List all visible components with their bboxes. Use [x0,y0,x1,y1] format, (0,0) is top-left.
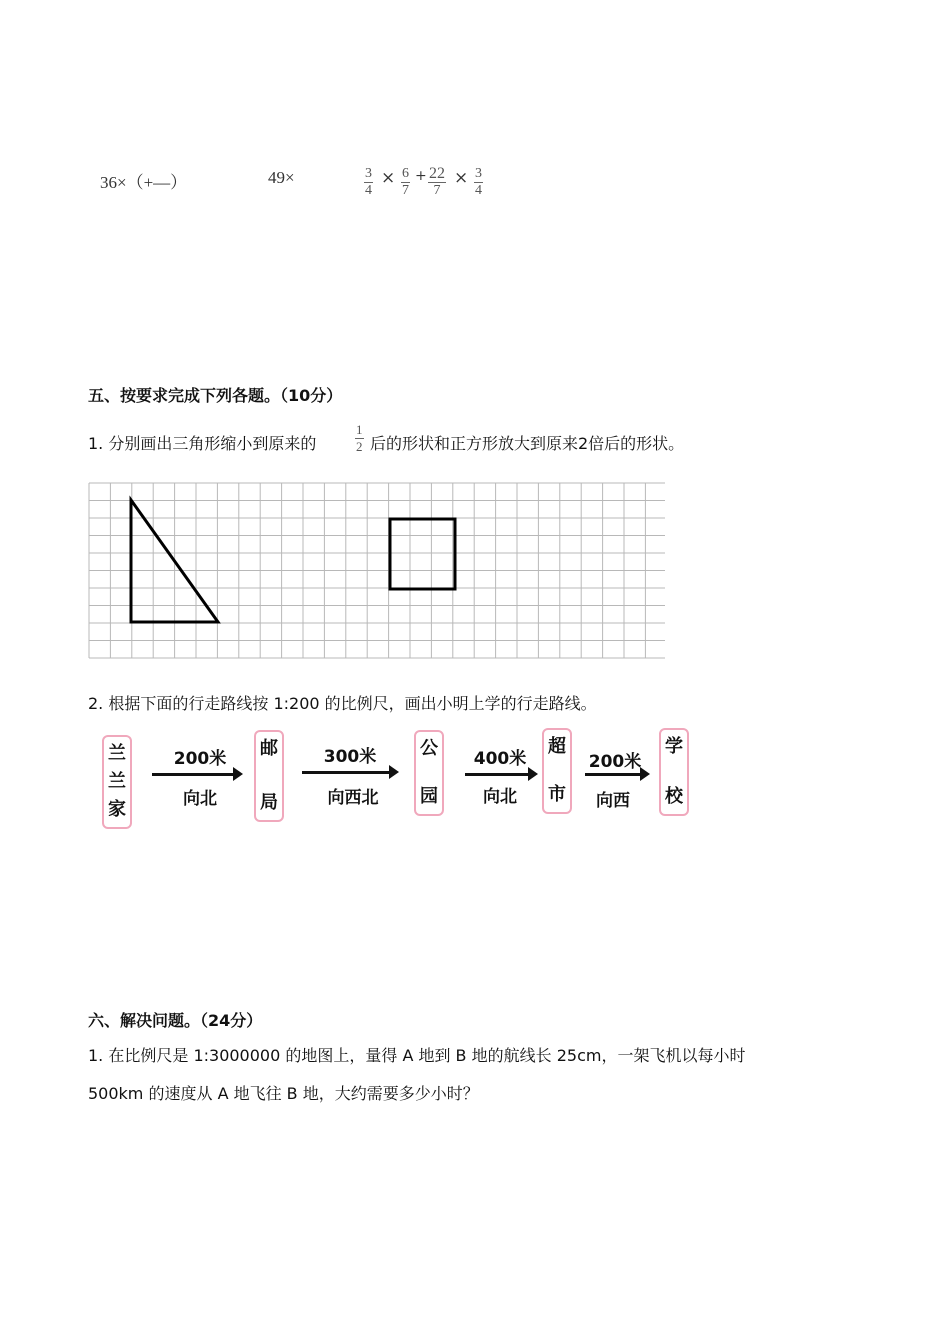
question-5-1-prefix: 1. 分别画出三角形缩小到原来的 [88,434,317,453]
calc-expression-1: 36×（+—） [100,173,188,192]
leg-2-distance: 300米 [323,747,377,767]
leg-4-distance: 200米 [588,752,642,772]
fraction-three-quarters: $\frac{3}{4}$ [475,166,482,198]
calc-expression-2: 49× [268,168,295,187]
times-operator: × [454,168,469,188]
fraction-twentytwo-sevenths: $\frac{22}{7}$ [429,165,445,198]
question-5-1-suffix: 后的形状和正方形放大到原来2倍后的形状。 [370,434,685,453]
fraction-three-quarters: $\frac{3}{4}$ [365,166,372,198]
drawing-grid [88,482,668,662]
fraction-six-sevenths: $\frac{6}{7}$ [402,166,409,198]
section-5-title: 五、按要求完成下列各题。（10分） [88,386,343,405]
leg-1-distance: 200米 [173,749,227,769]
arrow-right-icon [302,771,396,774]
fraction-one-half: $\frac{1}{2}$ [356,422,363,454]
arrow-right-icon [585,773,647,776]
arrow-right-icon [152,773,240,776]
leg-4-direction: 向西 [596,791,630,811]
question-6-1-line-1: 1. 在比例尺是 1:3000000 的地图上，量得 A 地到 B 地的航线长 25cm，一架飞机以每小时 [88,1046,746,1065]
leg-1-direction: 向北 [183,789,217,809]
place-post-office: 邮 局 [254,730,284,822]
place-park: 公 园 [414,730,444,816]
times-operator: × [381,168,396,188]
question-5-1 [88,431,316,454]
question-5-2: 2. 根据下面的行走路线按 1:200 的比例尺，画出小明上学的行走路线。 [88,694,597,713]
question-6-1-line-2: 500km 的速度从 A 地飞往 B 地，大约需要多少小时？ [88,1084,479,1103]
place-school: 学 校 [659,728,689,816]
plus-operator: + [415,168,427,184]
leg-3-direction: 向北 [483,787,517,807]
place-lanlan-home: 兰 兰 家 [102,735,132,829]
section-6-title: 六、解决问题。（24分） [88,1011,263,1030]
leg-2-direction: 向西北 [327,788,379,808]
arrow-right-icon [465,773,535,776]
place-supermarket: 超 市 [542,728,572,814]
leg-3-distance: 400米 [473,749,527,769]
square-shape [390,519,455,589]
